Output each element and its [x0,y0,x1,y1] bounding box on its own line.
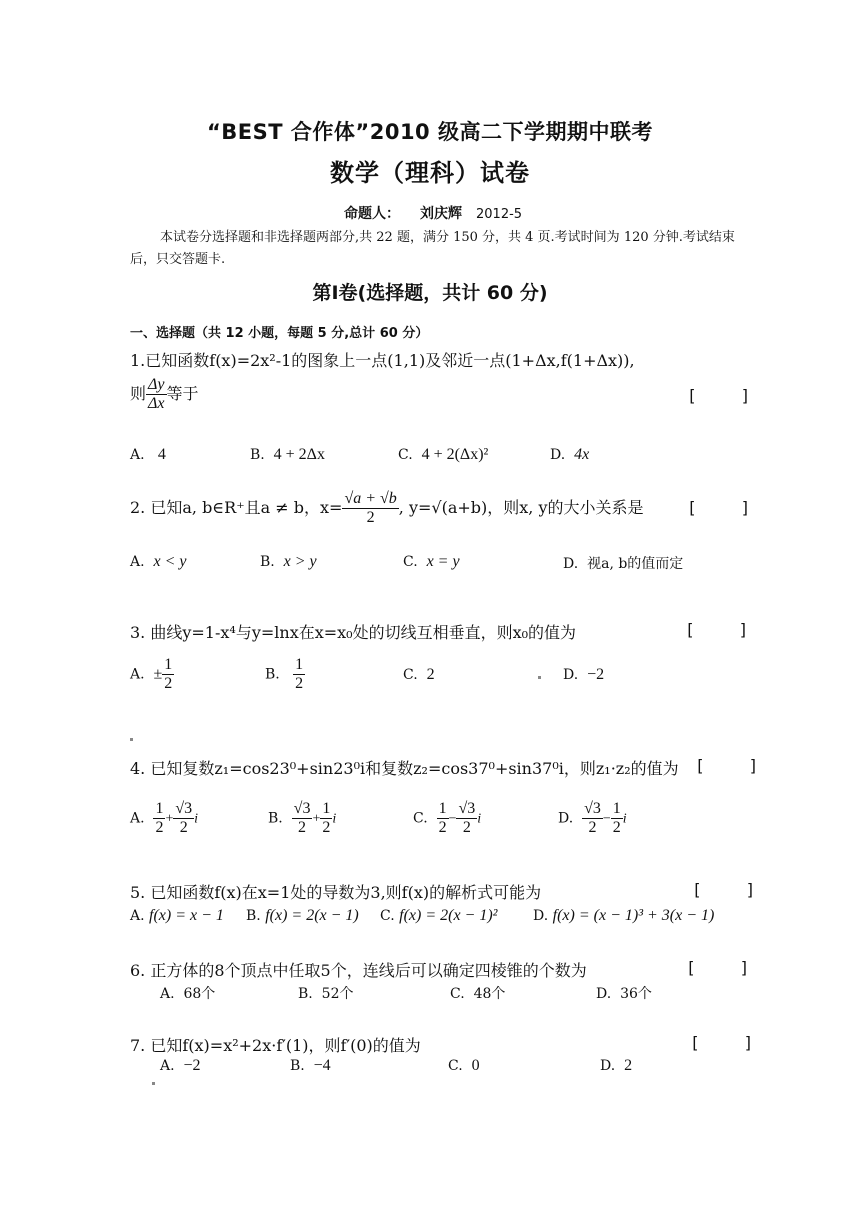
q5-option-c [380,907,497,925]
frac-den: 2 [298,819,307,836]
frac-den: 2 [612,819,621,836]
frac-den: 2 [295,675,304,692]
q3-option-a [130,656,174,693]
q2-part1: 2. 已知a, b∈R⁺且a ≠ b，x= [130,498,343,517]
option-label: B. [246,908,261,924]
option-label: D. [550,447,566,463]
option-label: C. [450,986,465,1002]
option-value: −4 [313,1057,331,1074]
q2-part2: , y=√(a+b)，则x, y的大小关系是 [398,498,644,517]
q2-fraction [342,490,398,527]
frac-num: 1 [164,656,173,673]
option-value: 4x [574,446,590,463]
frac-den: 2 [164,675,173,692]
q1-prefix: 则 [130,384,147,403]
q4-option-b [268,800,336,837]
option-label: B. [260,554,275,570]
option-value: f(x) = 2(x − 1)² [399,907,498,924]
q3-option-d [563,666,604,684]
author-name: 刘庆辉 [420,206,462,222]
scan-speck [130,738,133,741]
op: − [448,811,457,827]
option-value: −2 [183,1057,201,1074]
option-label: D. [600,1058,616,1074]
option-label: A. [160,1058,175,1074]
frac [173,800,194,837]
option-label: C. [448,1058,463,1074]
frac-num: 1 [438,800,447,817]
q1-frac-den: Δx [148,395,165,412]
q2-stem [130,490,644,527]
q1-stem-line1: 1.已知函数f(x)=2x²-1的图象上一点(1,1)及邻近一点(1+Δx,f(1+Δx)), [130,351,635,370]
q3-option-c [403,666,435,684]
q2-frac-den: 2 [366,509,375,526]
frac [437,800,449,837]
q1-option-b [250,446,325,464]
option-label: D. [596,986,612,1002]
part-title: 第Ⅰ卷(选择题，共计 60 分) [312,282,548,304]
option-label: B. [250,447,265,463]
q1-option-a [130,446,166,464]
q1-stem-line2 [130,376,199,413]
q2-frac-num: √a + √b [344,490,397,507]
imag-unit: i [194,811,199,827]
option-label: B. [268,810,283,827]
option-value: 4 + 2(Δx)² [421,446,489,463]
q3-answer-bracket: [ ] [685,620,749,639]
frac-num: √3 [175,800,193,817]
q1-option-d [550,446,589,464]
frac-num: 1 [612,800,621,817]
frac [292,800,313,837]
op: + [165,811,174,827]
q6-option-c [450,983,505,1003]
option-value: x < y [153,553,187,570]
q7-option-c [448,1057,480,1075]
frac-den: 2 [588,819,597,836]
frac [320,800,332,837]
option-value: 68个 [183,986,216,1002]
option-label: A. [130,810,145,827]
exam-date: 2012-5 [476,207,523,222]
frac [153,800,165,837]
imag-unit: i [622,811,627,827]
frac-num: √3 [584,800,601,817]
scan-speck [538,676,541,679]
q6-option-a [160,983,215,1003]
frac-num: √3 [293,800,311,817]
exam-title: “BEST 合作体”2010 级高二下学期期中联考 [207,120,653,144]
q5-option-d [533,907,714,925]
q2-option-c [403,553,460,571]
option-label: D. [563,556,579,572]
option-value: 4 [157,446,166,463]
frac [456,800,477,837]
option-label: D. [558,810,574,827]
q6-stem: 6. 正方体的8个顶点中任取5个，连线后可以确定四棱锥的个数为 [130,961,587,980]
frac-num: 1 [295,656,304,673]
option-label: D. [533,908,549,924]
option-label: B. [265,666,280,683]
imag-unit: i [477,811,482,827]
q2-answer-bracket: [ ] [687,498,751,517]
q7-stem: 7. 已知f(x)=x²+2x·f′(1)，则f′(0)的值为 [130,1036,421,1055]
frac-den: 2 [322,819,331,836]
option-value: f(x) = 2(x − 1) [265,907,359,924]
q6-option-d [596,983,652,1003]
q7-option-d [600,1057,632,1075]
option-label: A. [130,908,145,924]
option-fraction [293,656,305,693]
q6-answer-bracket: [ ] [686,958,750,977]
q6-option-b [298,983,353,1003]
option-value: 视a, b的值而定 [587,556,684,572]
frac-den: 2 [462,819,471,836]
q1-suffix: 等于 [166,384,199,403]
option-label: C. [403,554,418,570]
option-label: C. [398,447,413,463]
frac-den: 2 [179,819,188,836]
exam-subtitle: 数学（理科）试卷 [330,159,530,187]
q7-option-b [290,1057,331,1075]
frac-den: 2 [155,819,164,836]
q3-stem: 3. 曲线y=1-x⁴与y=lnx在x=x₀处的切线互相垂直，则x₀的值为 [130,623,577,642]
option-label: C. [403,667,418,683]
intro-paragraph: 本试卷分选择题和非选择题两部分,共 22 题，满分 150 分，共 4 页.考试时间为 120 分钟.考试结束后，只交答题卡. [130,230,735,267]
q2-option-d [563,553,683,573]
option-value: 2 [426,666,435,683]
option-label: A. [130,666,145,683]
option-label: A. [160,986,175,1002]
q4-option-d [558,800,627,837]
q4-option-c [413,800,481,837]
option-value: −2 [587,666,605,683]
option-label: C. [413,810,428,827]
section-title: 一、选择题（共 12 小题，每题 5 分,总计 60 分） [130,326,429,341]
option-value: 4 + 2Δx [273,446,325,463]
option-value: 0 [471,1057,480,1074]
op: − [602,811,611,827]
q5-answer-bracket: [ ] [692,880,756,899]
frac-den: 2 [438,819,447,836]
q4-option-a [130,800,198,837]
option-label: B. [290,1058,305,1074]
q4-stem: 4. 已知复数z₁=cos23⁰+sin23⁰i和复数z₂=cos37⁰+sin37⁰i，则z₁·z₂的值为 [130,759,679,778]
option-label: C. [380,908,395,924]
option-value: 48个 [473,986,506,1002]
frac [611,800,623,837]
frac-num: 1 [155,800,164,817]
option-value: 2 [624,1057,633,1074]
q2-option-a [130,553,186,571]
q5-option-b [246,907,359,925]
q5-stem: 5. 已知函数f(x)在x=1处的导数为3,则f(x)的解析式可能为 [130,883,542,902]
scan-speck [152,1082,155,1085]
frac [582,800,603,837]
q7-option-a [160,1057,201,1075]
op: + [312,811,321,827]
option-value: f(x) = x − 1 [149,907,224,924]
option-label: B. [298,986,313,1002]
q2-option-b [260,553,317,571]
q5-option-a [130,907,224,925]
q1-option-c [398,446,488,464]
option-label: A. [130,554,145,570]
author-label: 命题人： [344,206,400,222]
frac-num: √3 [458,800,476,817]
q7-answer-bracket: [ ] [690,1033,754,1052]
q4-answer-bracket: [ ] [695,756,759,775]
q1-frac-num: Δy [148,376,165,393]
option-value: 36个 [620,986,652,1002]
option-prefix: ± [153,665,163,683]
option-fraction [162,656,174,693]
q3-option-b [265,656,305,693]
option-value: f(x) = (x − 1)³ + 3(x − 1) [552,907,715,924]
q1-fraction [146,376,167,413]
q1-answer-bracket: [ ] [687,386,751,405]
author-line [344,203,522,223]
option-label: A. [130,447,145,463]
option-value: x > y [283,553,317,570]
imag-unit: i [332,811,337,827]
option-label: D. [563,667,579,683]
frac-num: 1 [322,800,331,817]
option-value: 52个 [321,986,354,1002]
option-value: x = y [426,553,460,570]
